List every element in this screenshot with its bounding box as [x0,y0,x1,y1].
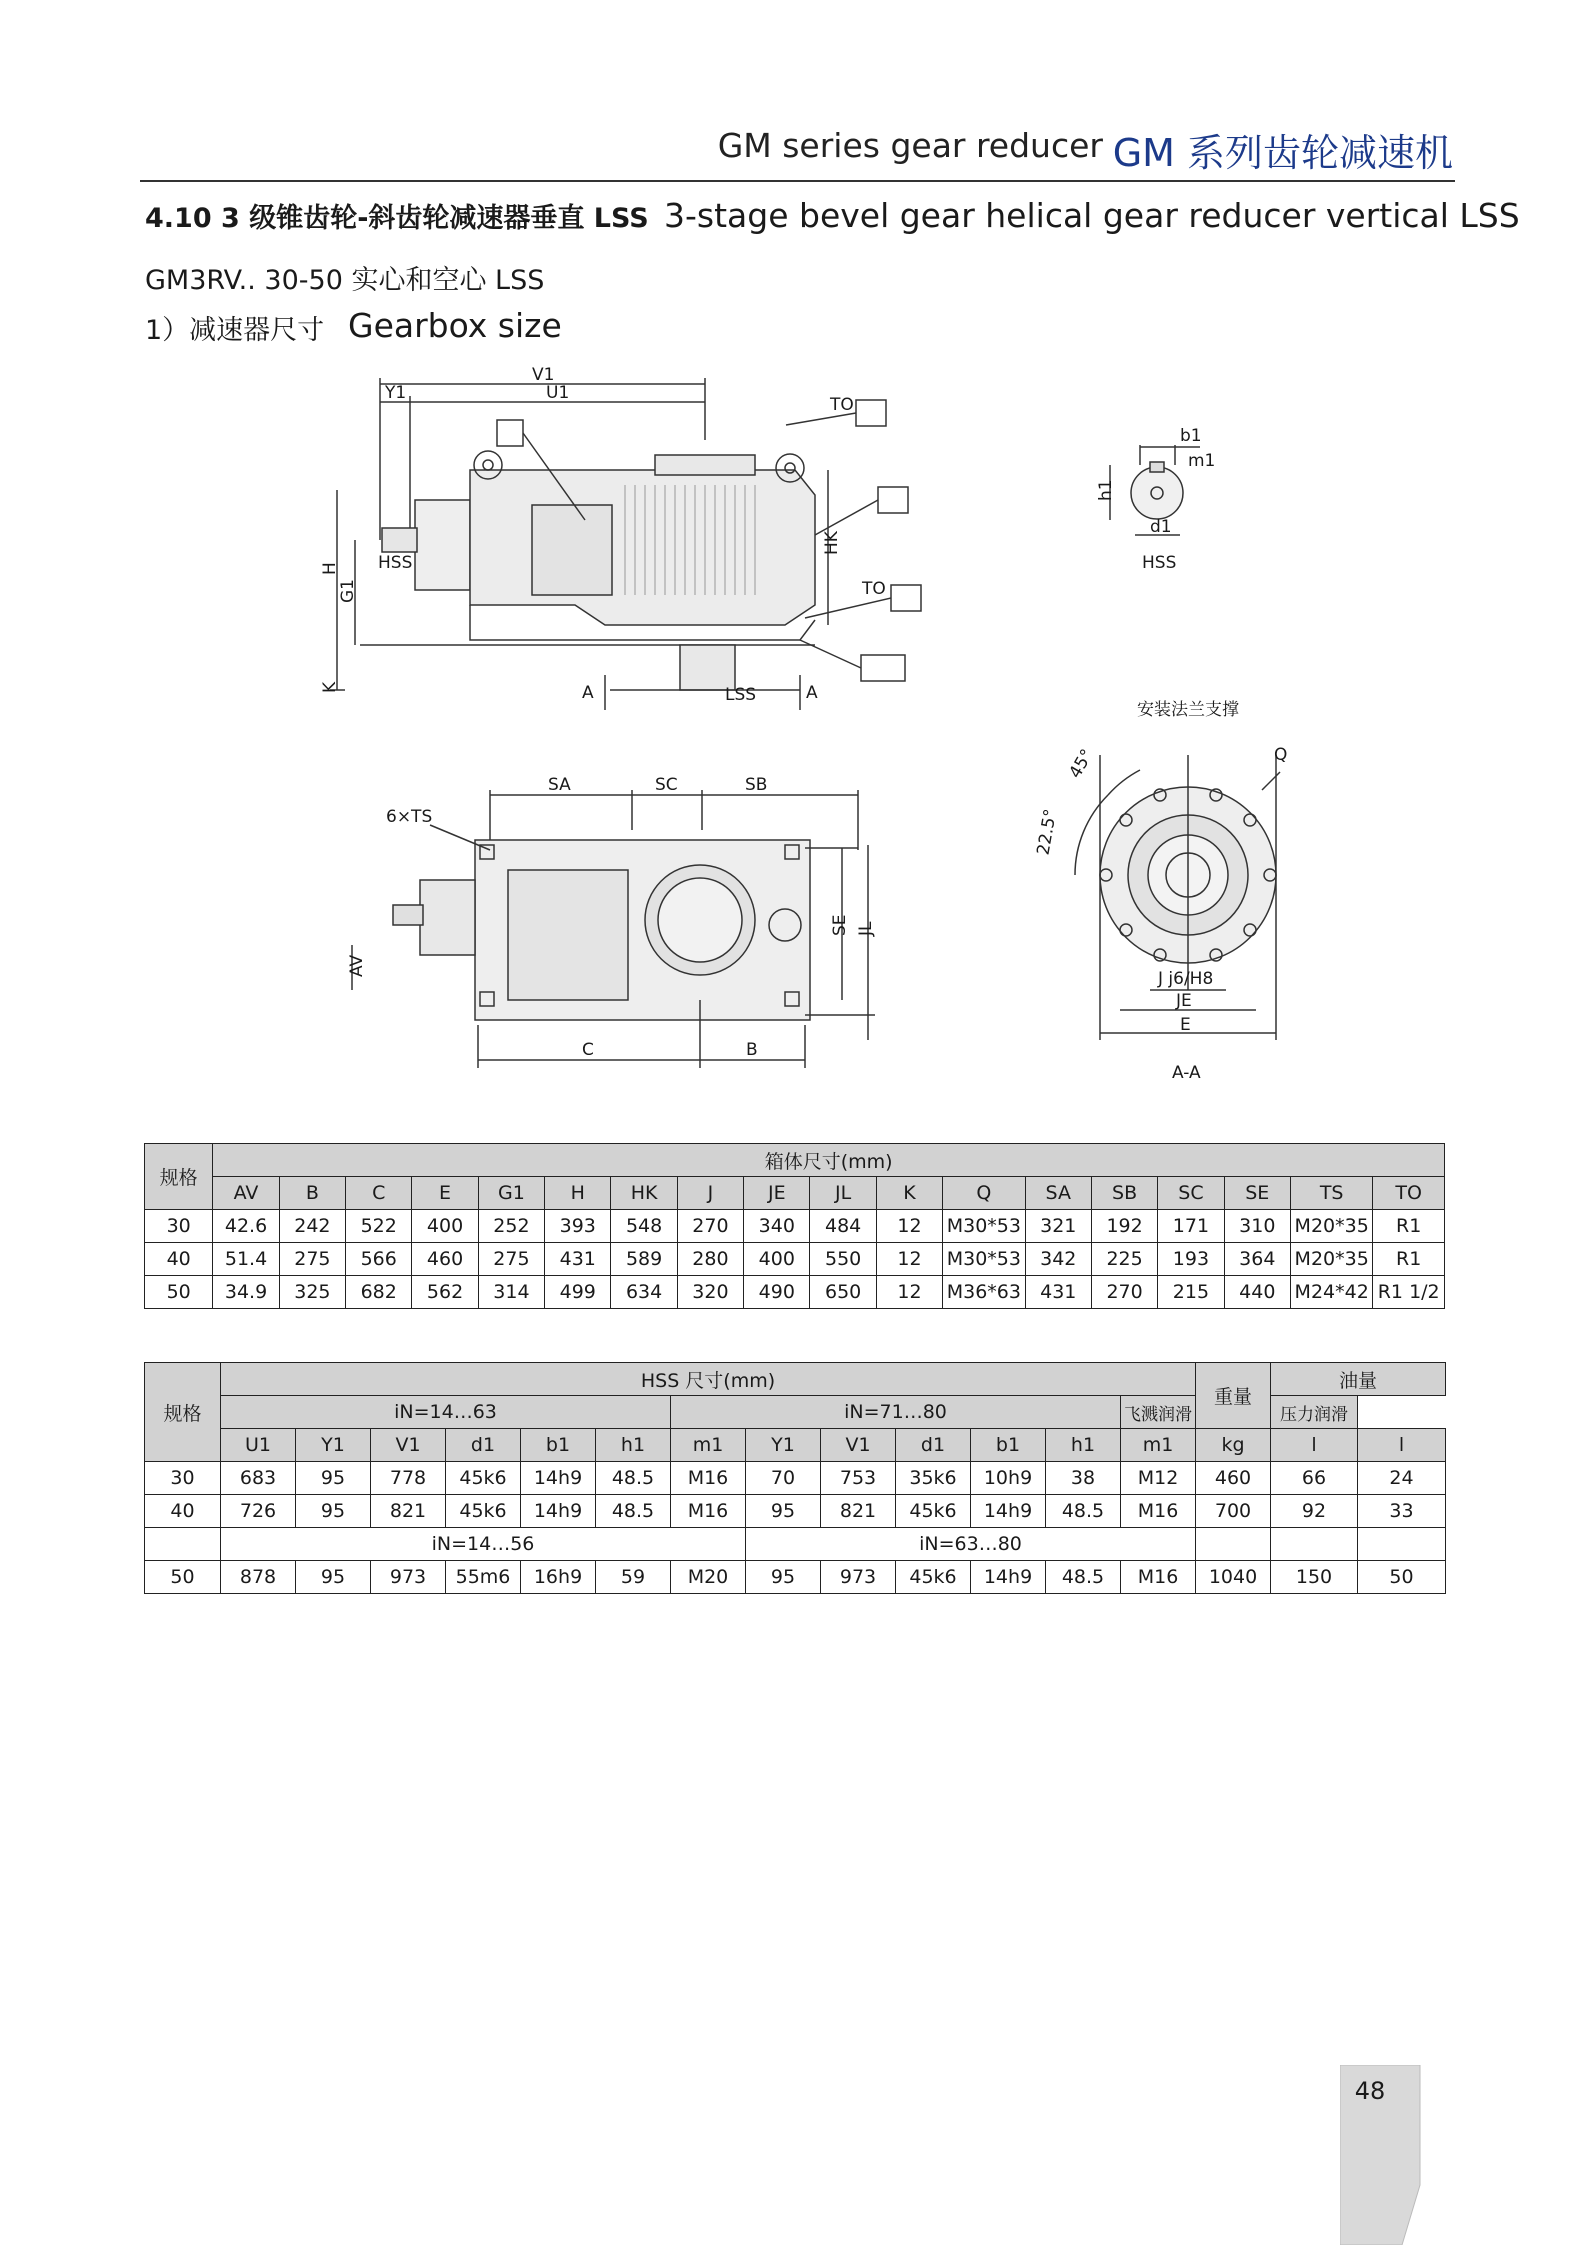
table-cell: 589 [611,1243,677,1276]
table-row [145,1276,1445,1309]
table-cell: 393 [545,1210,611,1243]
table-cell-empty [1358,1528,1446,1561]
dim-av: AV [347,954,367,977]
table-cell: 42.6 [213,1210,279,1243]
table-cell: 252 [478,1210,544,1243]
table-cell: 700 [1196,1495,1271,1528]
table-cell: 14h9 [521,1495,596,1528]
table-cell: 51.4 [213,1243,279,1276]
table-cell: 440 [1224,1276,1290,1309]
table2-col-header: m1 [671,1429,746,1462]
table-cell: 973 [371,1561,446,1594]
table-cell: 400 [744,1243,810,1276]
table2-spec-header: 规格 [145,1363,221,1462]
label-ts: 6×TS [386,807,433,827]
table-cell: R1 1/2 [1373,1276,1445,1309]
table-cell: 821 [371,1495,446,1528]
table2-range-d: iN=63…80 [746,1528,1196,1561]
table2-col-header: h1 [596,1429,671,1462]
table-cell: 225 [1091,1243,1157,1276]
table-cell: 14h9 [971,1561,1046,1594]
section-a-right: A [806,683,818,703]
table-cell: 48.5 [1046,1495,1121,1528]
table-cell: 45k6 [446,1462,521,1495]
table-cell: 24 [1358,1462,1446,1495]
table2-range-b: iN=71…80 [671,1396,1121,1429]
table2-col-header: V1 [821,1429,896,1462]
table-cell: 280 [677,1243,743,1276]
table1-col-header: Q [943,1177,1025,1210]
table-cell: M16 [671,1495,746,1528]
table-row [145,1561,1446,1594]
table-cell: 171 [1158,1210,1224,1243]
table-cell: 683 [221,1462,296,1495]
table-cell: 726 [221,1495,296,1528]
table-cell: 59 [596,1561,671,1594]
table1-col-header: C [346,1177,412,1210]
hss-h1: h1 [1096,479,1116,501]
table-cell: 95 [296,1462,371,1495]
table-cell: M20*35 [1290,1210,1372,1243]
table-cell: M16 [1121,1561,1196,1594]
table-cell: 192 [1091,1210,1157,1243]
table-cell: 150 [1271,1561,1358,1594]
table2-col-header: U1 [221,1429,296,1462]
table2-col-header: b1 [521,1429,596,1462]
table-cell: 321 [1025,1210,1091,1243]
table-cell: 364 [1224,1243,1290,1276]
dim-jl: JL [856,921,876,936]
table-cell-empty [1271,1528,1358,1561]
table1-column-headers [145,1177,1445,1210]
table1-group-header: 箱体尺寸(mm) [213,1144,1445,1177]
hss-caption: HSS [1142,553,1177,573]
table-cell-empty [1196,1528,1271,1561]
table-cell: 431 [545,1243,611,1276]
table-row [145,1210,1445,1243]
table1-col-header: JE [744,1177,810,1210]
table-cell: 70 [746,1462,821,1495]
table-cell: 682 [346,1276,412,1309]
table1-col-header: SC [1158,1177,1224,1210]
table-cell: 314 [478,1276,544,1309]
table-row [145,1528,1446,1561]
table2-col-header: l [1358,1429,1446,1462]
table-cell: 193 [1158,1243,1224,1276]
model-line: GM3RV.. 30-50 实心和空心 LSS [145,265,545,296]
table-cell: R1 [1373,1243,1445,1276]
dim-k: K [320,681,340,693]
table-cell: 325 [279,1276,345,1309]
hss-dimensions-table [144,1362,1446,1594]
table-cell: 14h9 [521,1462,596,1495]
table-cell: 34.9 [213,1276,279,1309]
table-cell: 650 [810,1276,876,1309]
flange-q: Q [1274,745,1288,765]
page-number-wrap [1340,2065,1425,2245]
flange-e: E [1180,1015,1191,1035]
table-cell: 562 [412,1276,478,1309]
table1-col-header: G1 [478,1177,544,1210]
header-title-en: GM series gear reducer [717,126,1103,165]
table-cell: 40 [145,1243,213,1276]
table-cell: 460 [1196,1462,1271,1495]
table-cell: 48.5 [596,1495,671,1528]
table-cell: 548 [611,1210,677,1243]
table-cell: 431 [1025,1276,1091,1309]
table-cell: 878 [221,1561,296,1594]
dim-h: H [320,562,340,575]
table-cell: 35k6 [896,1462,971,1495]
table2-column-headers [145,1429,1446,1462]
table-cell: 821 [821,1495,896,1528]
table-cell: 340 [744,1210,810,1243]
dim-b: B [746,1040,758,1060]
table2-col-header: V1 [371,1429,446,1462]
table-cell: 215 [1158,1276,1224,1309]
table2-col-header: h1 [1046,1429,1121,1462]
table-cell: 499 [545,1276,611,1309]
table-cell: 490 [744,1276,810,1309]
table2-range-c: iN=14…56 [221,1528,746,1561]
table-cell: 95 [296,1495,371,1528]
table1-col-header: B [279,1177,345,1210]
table-cell: 12 [876,1276,942,1309]
table1-col-header: AV [213,1177,279,1210]
table-cell: 270 [677,1210,743,1243]
table-row [145,1462,1446,1495]
table-cell: 48.5 [1046,1561,1121,1594]
dim-hk: HK [822,531,842,555]
table-cell: 400 [412,1210,478,1243]
table-cell: 753 [821,1462,896,1495]
table-cell: 95 [746,1495,821,1528]
hss-b1: b1 [1180,426,1202,446]
hss-m1: m1 [1188,451,1216,471]
table-cell: M20*35 [1290,1243,1372,1276]
table1-col-header: H [545,1177,611,1210]
subtitle-cn: 1）减速器尺寸 [145,315,325,346]
table1-col-header: J [677,1177,743,1210]
table-cell: 242 [279,1210,345,1243]
table-cell: 484 [810,1210,876,1243]
table2-col-header: b1 [971,1429,1046,1462]
table2-col-header: m1 [1121,1429,1196,1462]
table2-col-header: Y1 [746,1429,821,1462]
table2-col-header: Y1 [296,1429,371,1462]
page-number: 48 [1354,2077,1386,2105]
table-cell: 12 [876,1243,942,1276]
table-cell: 95 [746,1561,821,1594]
table-cell: 30 [145,1210,213,1243]
table-cell: 550 [810,1243,876,1276]
section-title-cn: 4.10 3 级锥齿轮-斜齿轮减速器垂直 LSS [145,203,649,234]
header-title-cn: GM 系列齿轮减速机 [1112,131,1453,175]
dim-y1: Y1 [385,383,407,403]
table-cell: 275 [279,1243,345,1276]
table2-oil-header: 油量 [1271,1363,1446,1396]
table-cell: 275 [478,1243,544,1276]
table-cell: 50 [145,1561,221,1594]
table1-col-header: SB [1091,1177,1157,1210]
table-cell: M36*63 [943,1276,1025,1309]
table-cell: 40 [145,1495,221,1528]
dim-sb: SB [745,775,768,795]
table1-col-header: E [412,1177,478,1210]
table-cell: M12 [1121,1462,1196,1495]
dim-c: C [582,1040,594,1060]
flange-angle-225: 22.5° [1033,807,1062,857]
table1-col-header: JL [810,1177,876,1210]
dim-sa: SA [548,775,571,795]
section-title-en: 3-stage bevel gear helical gear reducer vertical LSS [664,196,1520,235]
table2-weight-header: 重量 [1196,1363,1271,1429]
top-view [352,790,875,1068]
table-cell: 10h9 [971,1462,1046,1495]
table-cell: 778 [371,1462,446,1495]
table-cell: 33 [1358,1495,1446,1528]
table-cell: 45k6 [446,1495,521,1528]
table-cell: 95 [296,1561,371,1594]
table-cell: 1040 [1196,1561,1271,1594]
table1-col-header: SE [1224,1177,1290,1210]
table2-oil-splash: 飞溅润滑 [1121,1396,1196,1429]
table-cell: 50 [145,1276,213,1309]
table1-col-header: K [876,1177,942,1210]
table-cell: M24*42 [1290,1276,1372,1309]
label-lss: LSS [725,685,757,705]
table-cell-empty [145,1528,221,1561]
table-cell: 66 [1271,1462,1358,1495]
table-cell: 45k6 [896,1561,971,1594]
table-cell: 16h9 [521,1561,596,1594]
dim-v1: V1 [532,365,555,385]
table2-col-header: l [1271,1429,1358,1462]
dim-se: SE [830,914,850,936]
table-cell: 55m6 [446,1561,521,1594]
table2-col-header: d1 [446,1429,521,1462]
housing-dimensions-table [144,1143,1445,1309]
table-cell: M16 [1121,1495,1196,1528]
table2-col-header: kg [1196,1429,1271,1462]
dim-u1: U1 [546,383,570,403]
table-cell: M30*53 [943,1210,1025,1243]
flange-aa: A-A [1172,1063,1201,1083]
table-cell: 30 [145,1462,221,1495]
table1-col-header: HK [611,1177,677,1210]
table-cell: 270 [1091,1276,1157,1309]
table-cell: R1 [1373,1210,1445,1243]
label-hss: HSS [378,553,413,573]
flange-je: JE [1176,991,1192,1011]
flange-angle-45: 45° [1065,745,1098,782]
table-cell: 45k6 [896,1495,971,1528]
table1-col-header: TO [1373,1177,1445,1210]
table-cell: 973 [821,1561,896,1594]
dim-sc: SC [655,775,678,795]
table-cell: 342 [1025,1243,1091,1276]
table-cell: M30*53 [943,1243,1025,1276]
table2-col-header: d1 [896,1429,971,1462]
table2-group-header: HSS 尺寸(mm) [221,1363,1196,1396]
gearbox-drawing [0,0,1588,1100]
label-to-bottom: TO [862,579,886,599]
table-cell: 566 [346,1243,412,1276]
table-cell: 460 [412,1243,478,1276]
table-cell: 38 [1046,1462,1121,1495]
table2-range-a: iN=14…63 [221,1396,671,1429]
label-to-top: TO [830,395,854,415]
table-cell: M20 [671,1561,746,1594]
table-cell: 12 [876,1210,942,1243]
dim-g1: G1 [338,579,358,603]
flange-title: 安装法兰支撑 [1137,700,1239,720]
table1-col-header: TS [1290,1177,1372,1210]
hss-d1: d1 [1150,517,1172,537]
table-cell: 14h9 [971,1495,1046,1528]
flange-j: J j6/H8 [1158,969,1214,989]
table1-col-header: SA [1025,1177,1091,1210]
section-a-left: A [582,683,594,703]
table2-oil-pressure: 压力润滑 [1271,1396,1358,1429]
table-cell: 50 [1358,1561,1446,1594]
table1-spec-header: 规格 [145,1144,213,1210]
table-cell: 310 [1224,1210,1290,1243]
subtitle-en: Gearbox size [348,306,562,345]
table-cell: 320 [677,1276,743,1309]
table-cell: 92 [1271,1495,1358,1528]
table-cell: 522 [346,1210,412,1243]
table-cell: M16 [671,1462,746,1495]
table-cell: 634 [611,1276,677,1309]
table-cell: 48.5 [596,1462,671,1495]
table-row [145,1243,1445,1276]
table-row [145,1495,1446,1528]
